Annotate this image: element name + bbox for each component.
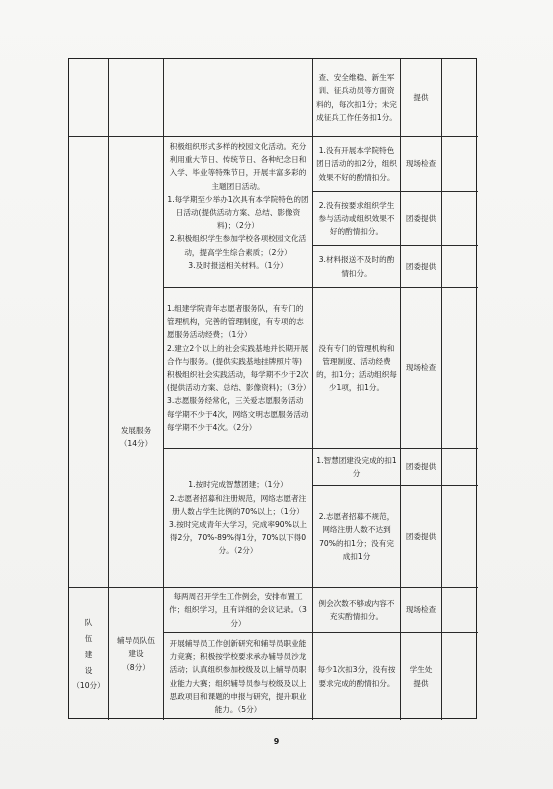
standard-cell-smart (164, 449, 313, 588)
method-text: 团委提供 (405, 462, 437, 472)
volunteer-item-1: 1.组建学院青年志愿者服务队，有专门的管理机构，完善的管理制度，有专项的志愿服务活动经费；（1分） (167, 303, 304, 340)
criteria-text: 例会次数不够或内容不充实酌情扣分。 (318, 598, 395, 621)
category-score: （8分） (122, 662, 150, 672)
category-cell-team (109, 588, 164, 720)
criteria-cell-campus-2 (313, 192, 401, 246)
method-cell-smart-2 (401, 486, 442, 588)
method-cell-smart-1 (401, 449, 442, 486)
category-cell-development (109, 137, 164, 588)
section-score: （10分） (72, 681, 105, 691)
category-cell-top (109, 59, 164, 137)
criteria-text: 1.智慧团建没完成的扣1分 (316, 455, 397, 478)
standard-cell-campus (164, 137, 313, 288)
score-cell-top (442, 59, 478, 137)
method-cell-campus-2 (401, 192, 442, 246)
method-cell-top (401, 59, 442, 137)
method-text: 现场检查 (405, 605, 437, 615)
score-cell-smart-2 (442, 486, 478, 588)
standard-cell-team-1 (164, 588, 313, 633)
category-name: 发展服务 (120, 425, 152, 435)
method-text: 学生处提供 (409, 665, 433, 688)
score-cell-team-1 (442, 588, 478, 633)
score-cell-campus-2 (442, 192, 478, 246)
section-name: 队伍建设 (84, 618, 93, 676)
team-standard-1: 每两周召开学生工作例会，安排布置工作；组织学习，且有详细的会议记录。（3分） (169, 592, 307, 628)
criteria-cell-team-2 (313, 633, 401, 720)
criteria-text: 2.没有按要求组织学生参与活动或组织效果不好的酌情扣分。 (318, 200, 395, 237)
campus-intro: 积极组织形式多样的校园文化活动。充分利用重大节日、传统节日、各种纪念日和入学、毕业等特殊节日，开展丰富多彩的主题团日活动。 (169, 142, 307, 191)
method-text: 提供 (413, 92, 429, 102)
score-cell-volunteer (442, 288, 478, 449)
evaluation-table (68, 58, 477, 719)
criteria-cell-smart-1 (313, 449, 401, 486)
section-cell-team (69, 588, 109, 720)
method-text: 团委提供 (405, 261, 437, 271)
score-cell-campus-3 (442, 246, 478, 288)
campus-item-3: 3.及时报送相关材料。（1分） (188, 260, 288, 270)
method-cell-team-2 (401, 633, 442, 720)
criteria-cell-campus-3 (313, 246, 401, 288)
standard-cell-volunteer (164, 288, 313, 449)
smart-item-2: 2.志愿者招募和注册规范，网络志愿者注册人数占学生比例的70%以上；（1分） (169, 493, 307, 516)
section-cell-development (69, 137, 109, 588)
method-text: 团委提供 (405, 531, 437, 541)
volunteer-item-3: 3.志愿服务经常化，三关爱志愿服务活动每学期不少于4次，网络文明志愿服务活动每学期不少于4次。（2分） (167, 396, 309, 432)
criteria-text: 每少1次扣3分，没有按要求完成的酌情扣分。 (317, 665, 396, 688)
campus-item-1: 1.每学期至少举办1次具有本学院特色的团日活动(提供活动方案、总结、影像资料)；（2分） (167, 194, 309, 231)
method-text: 团委提供 (405, 213, 437, 223)
criteria-cell-volunteer (313, 288, 401, 449)
score-cell-campus-1 (442, 137, 478, 192)
method-cell-campus-1 (401, 137, 442, 192)
category-name: 辅导员队伍建设 (117, 636, 155, 659)
method-cell-volunteer (401, 288, 442, 449)
standard-cell-top (164, 59, 313, 137)
method-text: 现场检查 (405, 363, 437, 373)
category-score: （14分） (119, 439, 153, 448)
smart-item-1: 1.按时完成智慧团建；（1分） (188, 480, 288, 490)
criteria-cell-smart-2 (313, 486, 401, 588)
campus-item-2: 2.积极组织学生参加学校各项校园文化活动，提高学生综合素质；（2分） (169, 234, 307, 257)
criteria-cell-top (313, 59, 401, 137)
method-cell-campus-3 (401, 246, 442, 288)
criteria-text: 没有专门的管理机构和管理制度、活动经费的，扣1分；活动组织每少1项，扣1分。 (316, 343, 397, 393)
method-cell-team-1 (401, 588, 442, 633)
section-cell-top (69, 59, 109, 137)
criteria-text: 查、安全维稳、新生军训、征兵动员等方面资料的，每次扣1分；未完成征兵工作任务扣1分。 (316, 73, 397, 122)
criteria-text: 1.没有开展本学院特色团日活动的扣2分，组织效果不好的酌情扣分。 (316, 146, 397, 182)
page-number: 9 (273, 737, 280, 746)
criteria-text: 3.材料报送不及时的酌情扣分。 (318, 255, 395, 278)
score-cell-team-2 (442, 633, 478, 720)
volunteer-item-2: 2.建立2个以上的社会实践基地并长期开展合作与服务。(提供实践基地挂牌照片等)积极组织社会实践活动，每学期不少于2次(提供活动方案、总结、影像资料)；（3分） (167, 343, 311, 393)
smart-item-3: 3.按时完成青年大学习，完成率90%以上得2分，70%-89%得1分，70%以下得0分。（2分） (168, 520, 308, 556)
score-cell-smart-1 (442, 449, 478, 486)
criteria-text: 2.志愿者招募不规范，网络注册人数不达到70%的扣1分；没有完成扣1分 (318, 512, 395, 561)
criteria-cell-team-1 (313, 588, 401, 633)
standard-cell-team-2 (164, 633, 313, 720)
criteria-cell-campus-1 (313, 137, 401, 192)
method-text: 现场检查 (405, 159, 437, 169)
team-standard-2: 开展辅导员工作创新研究和辅导员职业能力竞赛；积极按学校要求承办辅导员沙龙活动；认真组织参加校级及以上辅导员职业能力大赛；组织辅导员参与校级及以上思政项目和课题的申报与研究，提升职业能力。（5分） (169, 638, 307, 714)
